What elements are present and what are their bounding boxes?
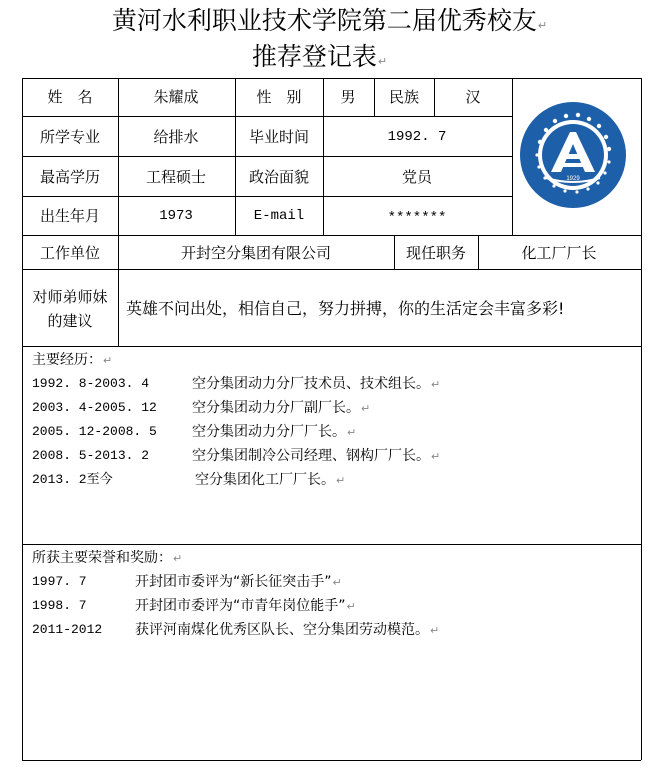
major-label: 所学专业 <box>39 128 101 146</box>
experience-heading: 主要经历：↵ <box>32 352 113 368</box>
education-value: 工程硕士 <box>145 168 207 186</box>
gender-label: 性 别 <box>256 88 302 106</box>
work-unit-value: 开封空分集团有限公司 <box>180 244 332 262</box>
birth-value: 1973 <box>159 208 193 224</box>
current-post-value: 化工厂厂长 <box>521 244 597 262</box>
ethnic-value: 汉 <box>465 88 481 106</box>
college-logo <box>518 100 628 210</box>
major-value: 给排水 <box>153 128 199 146</box>
form-title-line-1: 黄河水利职业技术学院第二届优秀校友↵ <box>111 6 548 35</box>
advice-label-line-1: 对师弟师妹 <box>32 288 108 306</box>
gender-value: 男 <box>340 88 356 106</box>
education-label: 最高学历 <box>39 168 101 186</box>
political-status-label: 政治面貌 <box>248 168 310 186</box>
email-label: E-mail <box>253 208 305 224</box>
graduation-time-label: 毕业时间 <box>248 128 310 146</box>
political-status-value: 党员 <box>401 168 433 186</box>
registration-form: 姓 名 朱耀成 性 别 男 民族 汉 所学专业 给排水 毕业时间 1992. 7 最高学历 工程硕士 政治面貌 党员 出生年月 1973 E-mail ******* 工作单位 开封空分集团有限公司 现任职务 化工厂厂长 对师弟师妹 的建议 英雄不问出处，相信自己，努力拼搏，你的生活定会丰富多彩! 1929 主要经历：↵ 1992. 8-2003. 4 空分集团动力分厂技术员、技术组长。↵ 2003. 4-2005. 12 空分集团动力分厂副厂长。↵ 2005. 12-2008. 5 空分集团动力分厂厂长。↵ 2008. 5-2013. 2 空分集团制冷公司经理、钢构厂厂长。↵ 2013. 2至今 空分集团化工厂厂长。↵ 所获主要荣誉和奖励：↵ 1997. 7 开封团市委评为“新长征突击手”↵ 1998. 7 开封团市委评为“市青年岗位能手”↵ 2011-2012 获评河南煤化优秀区队长、空分集团劳动模范。↵ <box>22 78 641 760</box>
graduation-time-value: 1992. 7 <box>387 129 447 145</box>
form-title-line-2: 推荐登记表↵ <box>251 42 388 71</box>
email-value: ******* <box>387 210 447 226</box>
name-label: 姓 名 <box>47 88 93 106</box>
work-unit-label: 工作单位 <box>39 244 101 262</box>
birth-label: 出生年月 <box>39 207 101 225</box>
current-post-label: 现任职务 <box>405 244 467 262</box>
logo-year: 1929 <box>566 176 580 182</box>
honors-heading: 所获主要荣誉和奖励：↵ <box>32 550 183 566</box>
ethnic-label: 民族 <box>388 88 420 106</box>
advice-value: 英雄不问出处，相信自己，努力拼搏，你的生活定会丰富多彩! <box>126 299 565 318</box>
name-value: 朱耀成 <box>153 88 199 106</box>
advice-label-line-2: 的建议 <box>47 312 93 330</box>
